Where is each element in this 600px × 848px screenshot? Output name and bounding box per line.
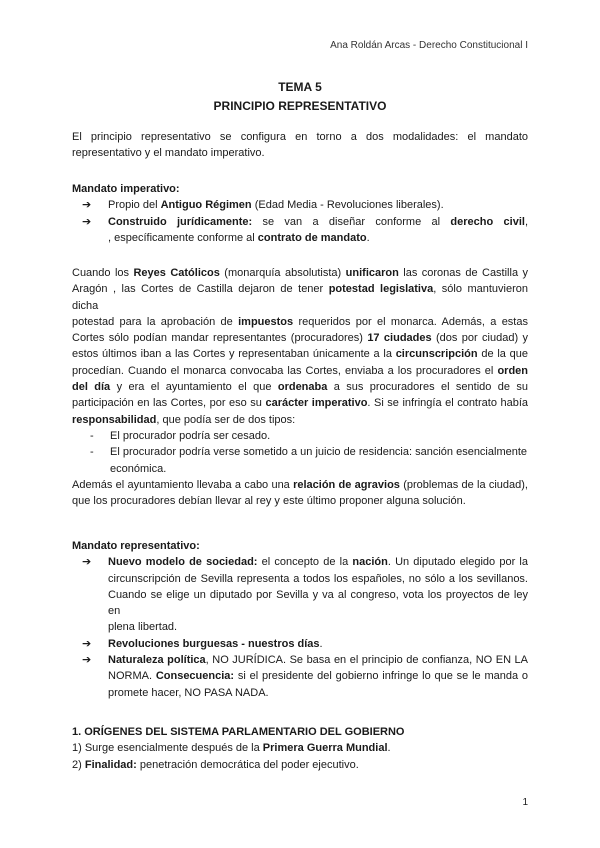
text-span: se van a diseñar conforme al bbox=[252, 215, 451, 228]
bold-span: derecho civil bbox=[450, 215, 525, 228]
imperativo-list bbox=[72, 197, 528, 246]
text-span: , específicamente conforme al bbox=[108, 231, 258, 244]
bold-span: Revoluciones burguesas - nuestros días bbox=[108, 637, 320, 650]
bold-span: Antiguo Régimen bbox=[160, 199, 252, 212]
bold-span: contrato de mandato bbox=[257, 231, 367, 244]
section-1 bbox=[72, 724, 528, 773]
agravios-line-2: que los procuradores debían llevar al rey y este último proponer alguna solución. bbox=[72, 495, 466, 508]
list-item: ➔ Naturaleza política, NO JURÍDICA. Se basa en el principio de confianza, NO EN LA NORMA. Consecuencia: si el presidente del gobierno infringe lo que se le manda o promete hacer, NO PASA NADA. bbox=[82, 654, 528, 699]
topic-number: TEMA 5 bbox=[278, 80, 322, 94]
intro-line-1: El principio representativo se configura en torno a dos modalidades: el mandato bbox=[72, 131, 528, 143]
intro-paragraph bbox=[72, 129, 528, 162]
page-header: Ana Roldán Arcas - Derecho Constitucional I bbox=[330, 40, 528, 51]
intro-line-2: representativo y el mandato imperativo. bbox=[72, 147, 265, 160]
section-1-item-1: 1) Surge esencialmente después de la Primera Guerra Mundial. bbox=[72, 742, 391, 755]
representativo-list bbox=[72, 554, 528, 701]
imperativo-section bbox=[72, 181, 528, 246]
bold-span: Construido jurídicamente: bbox=[108, 215, 253, 228]
section-1-heading: 1. ORÍGENES DEL SISTEMA PARLAMENTARIO DEL GOBIERNO bbox=[72, 726, 405, 738]
responsabilidad-list bbox=[72, 428, 528, 477]
text-span: El procurador podría ser cesado. bbox=[110, 429, 271, 442]
imperativo-heading: Mandato imperativo: bbox=[72, 183, 180, 195]
list-item: ➔ Construido jurídicamente: se van a diseñar conforme al derecho civil, , específicamente conforme al contrato de mandato. bbox=[82, 215, 528, 244]
reyes-paragraph: Cuando los Reyes Católicos (monarquía absolutista) unificaron las coronas de Castilla y Aragón , las Cortes de Castilla dejaron de tener potestad legislativa, sólo mantuvieron dicha potestad para la aprobación de impuestos requeridos por el monarca. Además, a estas Cortes sólo podían mandar representantes (procuradores) 17 ciudades (dos por ciudad) y estos últimos iban a las Cortes y representaban únicamente a la circunscripción de la que procedían. Cuando el monarca convocaba las Cortes, enviaba a los procuradores el orden del día y era el ayuntamiento el que ordenaba a sus procuradores el sentido de su participación en las Cortes, por eso su carácter imperativo. Si se infringía el contrato había responsabilidad, que podía ser de dos tipos: - El procurador podría ser cesado. - El procurador podría verse sometido a un juicio de residencia: sanción esencialmente económica. Además el ayuntamiento llevaba a cabo una relación de agravios (problemas de la ciudad), que los procuradores debían llevar al rey y este último proponer alguna solución. bbox=[72, 265, 528, 509]
representativo-heading: Mandato representativo: bbox=[72, 540, 200, 552]
text-span: (Edad Media - Revoluciones liberales). bbox=[251, 199, 444, 212]
list-item bbox=[72, 428, 528, 444]
arrow-icon: ➔ bbox=[82, 637, 92, 650]
text-span: El procurador podría verse sometido a un juicio de residencia: sanción esencialmente bbox=[110, 446, 528, 459]
arrow-icon: ➔ bbox=[82, 199, 92, 212]
representativo-section bbox=[72, 538, 528, 701]
arrow-icon: ➔ bbox=[82, 556, 92, 569]
arrow-icon: ➔ bbox=[82, 215, 92, 228]
section-1-item-2: 2) Finalidad: penetración democrática del poder ejecutivo. bbox=[72, 758, 359, 771]
topic-title: PRINCIPIO REPRESENTATIVO bbox=[213, 99, 387, 113]
dash-marker: - bbox=[90, 429, 94, 442]
page-number: 1 bbox=[522, 797, 528, 808]
text-span: Propio del bbox=[108, 199, 161, 212]
list-item: ➔ Revoluciones burguesas - nuestros días. bbox=[72, 636, 528, 652]
list-item: ➔ Nuevo modelo de sociedad: el concepto de la nación. Un diputado elegido por la circunscripción de Sevilla representa a todos los españoles, no sólo a los sevillanos. Cuando se elige un diputado por Sevilla y va al congreso, vota los proyectos de ley en plena libertad. bbox=[82, 556, 528, 634]
text-span: económica. bbox=[110, 462, 167, 475]
arrow-icon: ➔ bbox=[82, 654, 92, 667]
dash-marker: - bbox=[90, 446, 94, 459]
list-item bbox=[72, 197, 528, 213]
text-span: . bbox=[366, 231, 370, 244]
list-item bbox=[72, 444, 528, 477]
